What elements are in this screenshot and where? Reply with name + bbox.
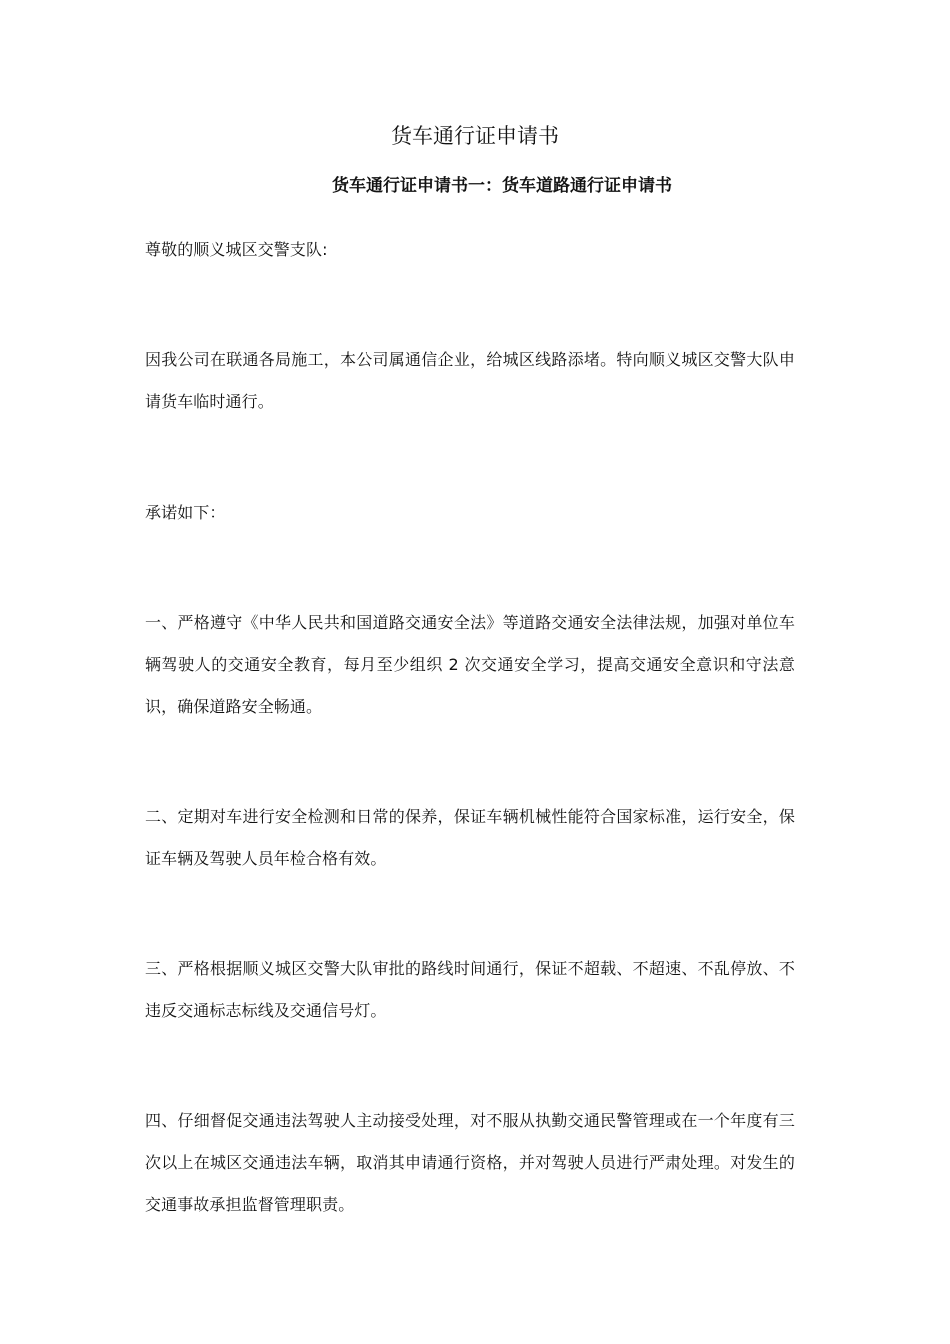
promise-item-2: 二、定期对车进行安全检测和日常的保养，保证车辆机械性能符合国家标准，运行安全，保证车辆及驾驶人员年检合格有效。 — [145, 807, 795, 868]
reason-paragraph: 因我公司在联通各局施工，本公司属通信企业，给城区线路添堵。特向顺义城区交警大队申请货车临时通行。 — [145, 350, 795, 411]
promise-item-3: 三、严格根据顺义城区交警大队审批的路线时间通行，保证不超载、不超速、不乱停放、不违反交通标志标线及交通信号灯。 — [145, 959, 795, 1020]
document-subtitle: 货车通行证申请书一：货车道路通行证申请书 — [332, 176, 672, 196]
promise-item-1: 一、严格遵守《中华人民共和国道路交通安全法》等道路交通安全法律法规，加强对单位车辆驾驶人的交通安全教育，每月至少组织 2 次交通安全学习，提高交通安全意识和守法意识，确保道路安全畅通。 — [145, 613, 795, 716]
promise-item-4: 四、仔细督促交通违法驾驶人主动接受处理，对不服从执勤交通民警管理或在一个年度有三次以上在城区交通违法车辆，取消其申请通行资格，并对驾驶人员进行严肃处理。对发生的交通事故承担监督管理职责。 — [145, 1111, 795, 1214]
promise-heading: 承诺如下： — [145, 503, 226, 522]
salutation: 尊敬的顺义城区交警支队: — [145, 240, 328, 259]
document-title: 货车通行证申请书 — [391, 124, 559, 148]
